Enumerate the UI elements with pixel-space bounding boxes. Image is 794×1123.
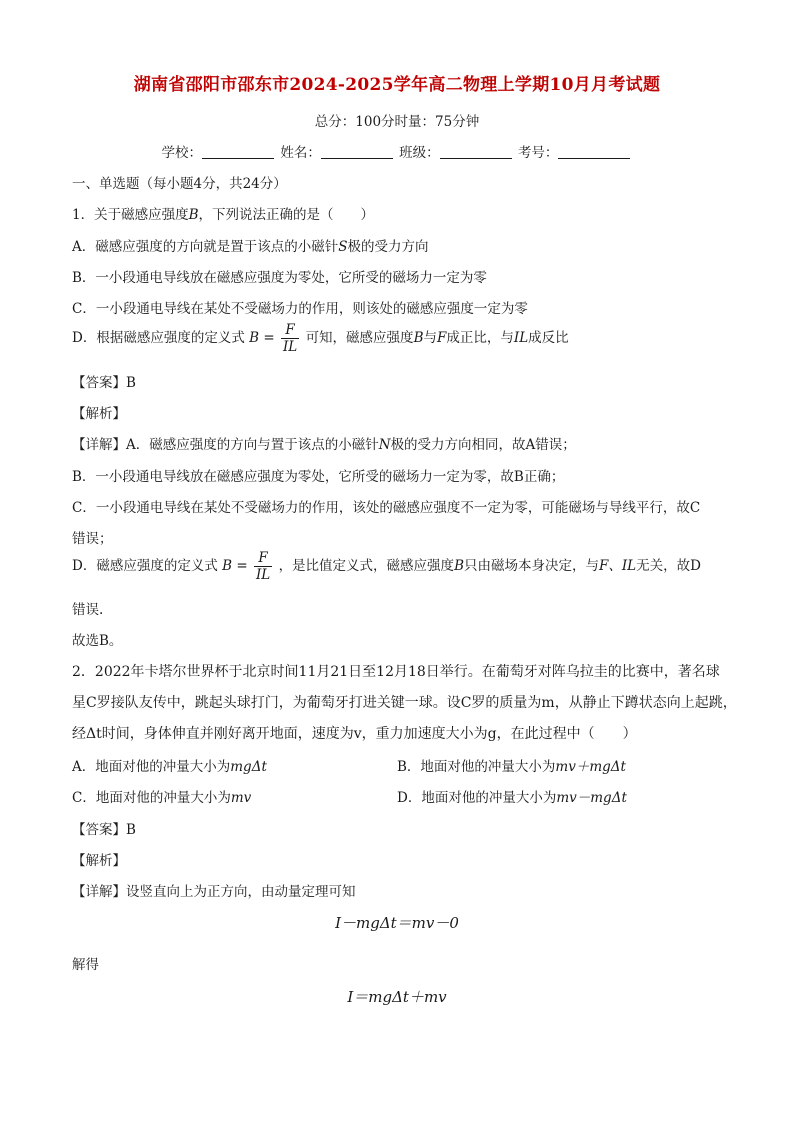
student-info-row [0, 141, 794, 161]
q2-equation-2: I＝mgΔt＋mv [347, 988, 447, 1006]
q1-option-d-mid3: 成正比，与 [446, 330, 514, 346]
q1-var-il: IL [513, 330, 529, 346]
exam-meta: 总分：100分时量：75分钟 [314, 114, 480, 130]
q1-stem-text: 1．关于磁感应强度 [72, 207, 189, 223]
q2-equation-1: I－mgΔt＝mv－0 [335, 914, 459, 932]
q1-detail-a-var: N [378, 437, 391, 453]
q2-option-a-text: A．地面对他的冲量大小为 [72, 759, 231, 775]
q2-option-c[interactable] [72, 786, 251, 806]
q1-var-f: F [436, 330, 447, 346]
q2-option-d-expr: mv－mgΔt [556, 790, 627, 806]
q2-option-c-text: C．地面对他的冲量大小为 [72, 790, 231, 806]
q1-detail-var-b: B [454, 558, 464, 574]
q1-detail-vars: F、IL [598, 558, 637, 574]
q1-stem [72, 203, 374, 223]
q1-analysis-label: 【解析】 [72, 406, 126, 422]
q2-answer: 【答案】B [72, 822, 136, 838]
q1-detail-d-mid: ，是比值定义式，磁感应强度 [278, 558, 455, 574]
q1-stem-var: B [188, 207, 199, 223]
q1-option-d-text: D．根据磁感应强度的定义式 [72, 330, 245, 346]
q1-option-a[interactable] [72, 235, 429, 255]
q1-var-b: B [413, 330, 424, 346]
q1-formula-lhs: B = [249, 330, 275, 346]
page-title: 湖南省邵阳市邵东市2024-2025学年高二物理上学期10月月考试题 [133, 75, 661, 95]
q1-detail-c-line2: 错误； [72, 531, 113, 547]
q1-detail-a-text: 【详解】A．磁感应强度的方向与置于该点的小磁针 [72, 437, 379, 453]
fraction-numerator: F [254, 550, 272, 567]
q1-detail-c-line1: C．一小段通电导线在某处不受磁场力的作用，该处的磁感应强度不一定为零，可能磁场与导线平行，故C [72, 500, 701, 516]
q1-option-b[interactable]: B．一小段通电导线放在磁感应强度为零处，它所受的磁场力一定为零 [72, 270, 487, 286]
q1-detail-d-text: D．磁感应强度的定义式 [72, 558, 218, 574]
class-label: 班级： [399, 145, 440, 161]
q1-option-d-mid: 可知，磁感应强度 [305, 330, 414, 346]
q1-detail-d-mid2: 只由磁场本身决定，与 [463, 558, 599, 574]
q2-option-b[interactable] [397, 755, 626, 775]
q2-option-a-expr: mgΔt [230, 759, 267, 775]
q2-detail: 【详解】设竖直向上为正方向，由动量定理可知 [72, 884, 356, 900]
section-heading: 一、单选题（每小题4分，共24分） [72, 176, 287, 192]
q2-stem-line3: 经Δt时间，身体伸直并刚好离开地面，速度为v，重力加速度大小为g，在此过程中（ ） [72, 726, 637, 742]
q2-solve-label: 解得 [72, 957, 99, 973]
name-field[interactable] [321, 144, 393, 159]
q1-detail-d [72, 550, 701, 583]
q1-option-d-mid2: 与 [423, 330, 437, 346]
q1-detail-a [72, 433, 576, 453]
q1-stem-text-end: ，下列说法正确的是（ ） [198, 207, 375, 223]
fraction-denominator: IL [282, 339, 298, 355]
q1-conclusion: 故选B。 [72, 633, 123, 649]
q1-detail-d-end: 无关，故D [636, 558, 701, 574]
q2-option-b-text: B．地面对他的冲量大小为 [397, 759, 556, 775]
q1-detail-a-end: 极的受力方向相同，故A错误； [390, 437, 576, 453]
q1-formula-fraction [281, 322, 299, 355]
q1-option-a-text-end: 极的受力方向 [347, 239, 429, 255]
q1-detail-formula-fraction [254, 550, 272, 583]
q1-option-a-text: A．磁感应强度的方向就是置于该点的小磁针 [72, 239, 339, 255]
q1-answer: 【答案】B [72, 375, 136, 391]
class-field[interactable] [440, 144, 512, 159]
q1-option-d[interactable] [72, 322, 569, 355]
q1-option-d-end: 成反比 [528, 330, 569, 346]
q2-option-b-expr: mv＋mgΔt [555, 759, 626, 775]
q1-detail-b: B．一小段通电导线放在磁感应强度为零处，它所受的磁场力一定为零，故B正确； [72, 469, 565, 485]
q2-option-d[interactable] [397, 786, 627, 806]
school-field[interactable] [202, 144, 274, 159]
q1-detail-formula-lhs: B = [222, 558, 248, 574]
q2-option-c-expr: mv [230, 790, 252, 806]
q1-detail-d-line2: 错误. [72, 602, 104, 618]
q2-option-a[interactable] [72, 755, 267, 775]
school-label: 学校： [161, 145, 203, 161]
q2-option-d-text: D．地面对他的冲量大小为 [397, 790, 557, 806]
q1-option-a-var: S [338, 239, 348, 255]
name-label: 姓名： [280, 145, 321, 161]
q2-stem-line2: 星C罗接队友传中，跳起头球打门，为葡萄牙打进关键一球。设C罗的质量为m，从静止下蹲状态向上起跳， [72, 695, 737, 711]
q1-option-c[interactable]: C．一小段通电导线在某处不受磁场力的作用，则该处的磁感应强度一定为零 [72, 301, 528, 317]
exam-no-label: 考号： [517, 145, 559, 161]
q2-stem-line1: 2．2022年卡塔尔世界杯于北京时间11月21日至12月18日举行。在葡萄牙对阵乌拉圭的比赛中，著名球 [72, 664, 720, 680]
fraction-denominator: IL [255, 567, 271, 583]
exam-no-field[interactable] [558, 144, 630, 159]
fraction-numerator: F [281, 322, 299, 339]
q2-analysis-label: 【解析】 [72, 853, 126, 869]
